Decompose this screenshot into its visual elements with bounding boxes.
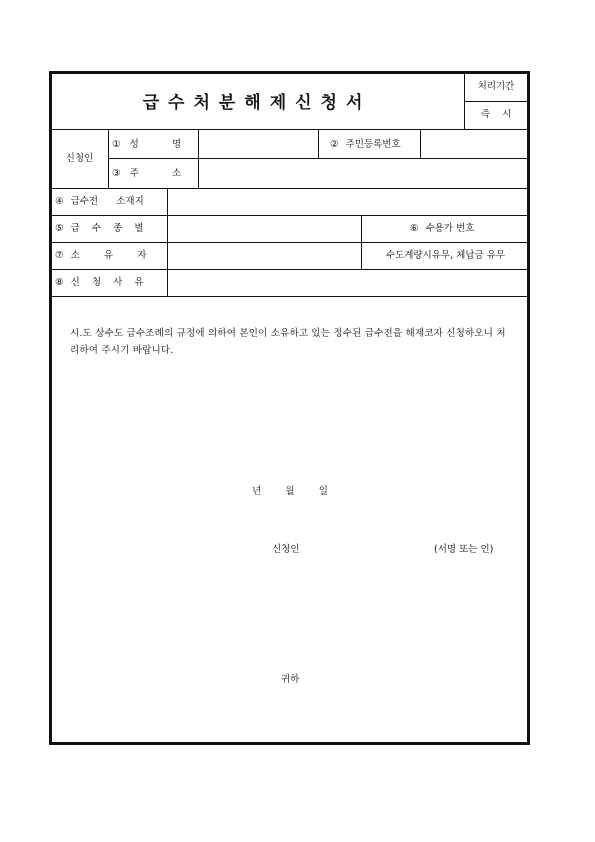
processing-period-value: 즉 시 <box>480 109 512 120</box>
item-number: ④ <box>55 196 64 207</box>
date-line: 년 월 일 <box>252 486 328 497</box>
row-divider <box>51 129 528 130</box>
row-divider <box>108 158 528 159</box>
item-number: ③ <box>112 168 121 179</box>
row-divider <box>51 215 528 216</box>
address-label <box>112 168 194 180</box>
col-divider <box>198 129 199 188</box>
col-divider <box>318 129 319 158</box>
row-divider <box>51 188 528 189</box>
supply-type-field[interactable] <box>169 218 359 240</box>
item-number: ⑦ <box>55 250 64 261</box>
item-number: ② <box>330 139 339 150</box>
item-number: ⑧ <box>55 277 64 288</box>
id-number-field[interactable] <box>422 133 526 155</box>
col-divider <box>167 188 168 296</box>
location-label <box>55 196 144 208</box>
address-field[interactable] <box>200 162 526 184</box>
signer-label: 신청인 <box>272 544 300 555</box>
item-number: ⑤ <box>55 223 64 234</box>
name-field[interactable] <box>200 133 316 155</box>
reason-field[interactable] <box>169 272 526 294</box>
meter-arrears-label: 수도계량시유무, 체납금 유무 <box>385 250 506 261</box>
processing-period-label: 처리기간 <box>477 81 515 92</box>
supply-type-label-text: 급 수 종 별 <box>70 223 144 234</box>
owner-label-text: 소 유 자 <box>70 250 147 261</box>
reason-label-text: 신 청 사 유 <box>70 277 144 288</box>
supply-type-label <box>55 223 144 235</box>
customer-number-label-text: 수용가 번호 <box>425 223 475 234</box>
col-divider <box>420 129 421 158</box>
item-number: ① <box>112 139 121 150</box>
id-label <box>330 139 401 151</box>
row-divider <box>51 296 528 297</box>
customer-number-label <box>410 223 474 235</box>
row-divider <box>51 269 528 270</box>
signature-hint: (서명 또는 인) <box>434 544 494 555</box>
name-label <box>112 139 194 151</box>
location-field[interactable] <box>169 191 526 213</box>
col-divider <box>361 215 362 269</box>
location-label-text: 급수전 소재지 <box>70 196 144 207</box>
address-label-text: 주 소 <box>129 168 182 179</box>
addressee: 귀하 <box>281 674 300 685</box>
row-divider <box>51 242 528 243</box>
form-title: 급수처분해제신청서 <box>142 93 372 113</box>
owner-label <box>55 250 146 262</box>
owner-field[interactable] <box>169 245 359 267</box>
col-divider <box>108 129 109 188</box>
reason-label <box>55 277 144 289</box>
item-number: ⑥ <box>410 223 419 234</box>
applicant-label: 신청인 <box>65 153 94 164</box>
id-label-text: 주민등록번호 <box>345 139 401 150</box>
application-statement: 시.도 상수도 급수조례의 규정에 의하여 본인이 소유하고 있는 정수된 급수전을 해제코자 신청하오니 처리하여 주시기 바랍니다. <box>70 328 506 356</box>
processing-split <box>464 101 528 102</box>
name-label-text: 성 명 <box>129 139 182 150</box>
